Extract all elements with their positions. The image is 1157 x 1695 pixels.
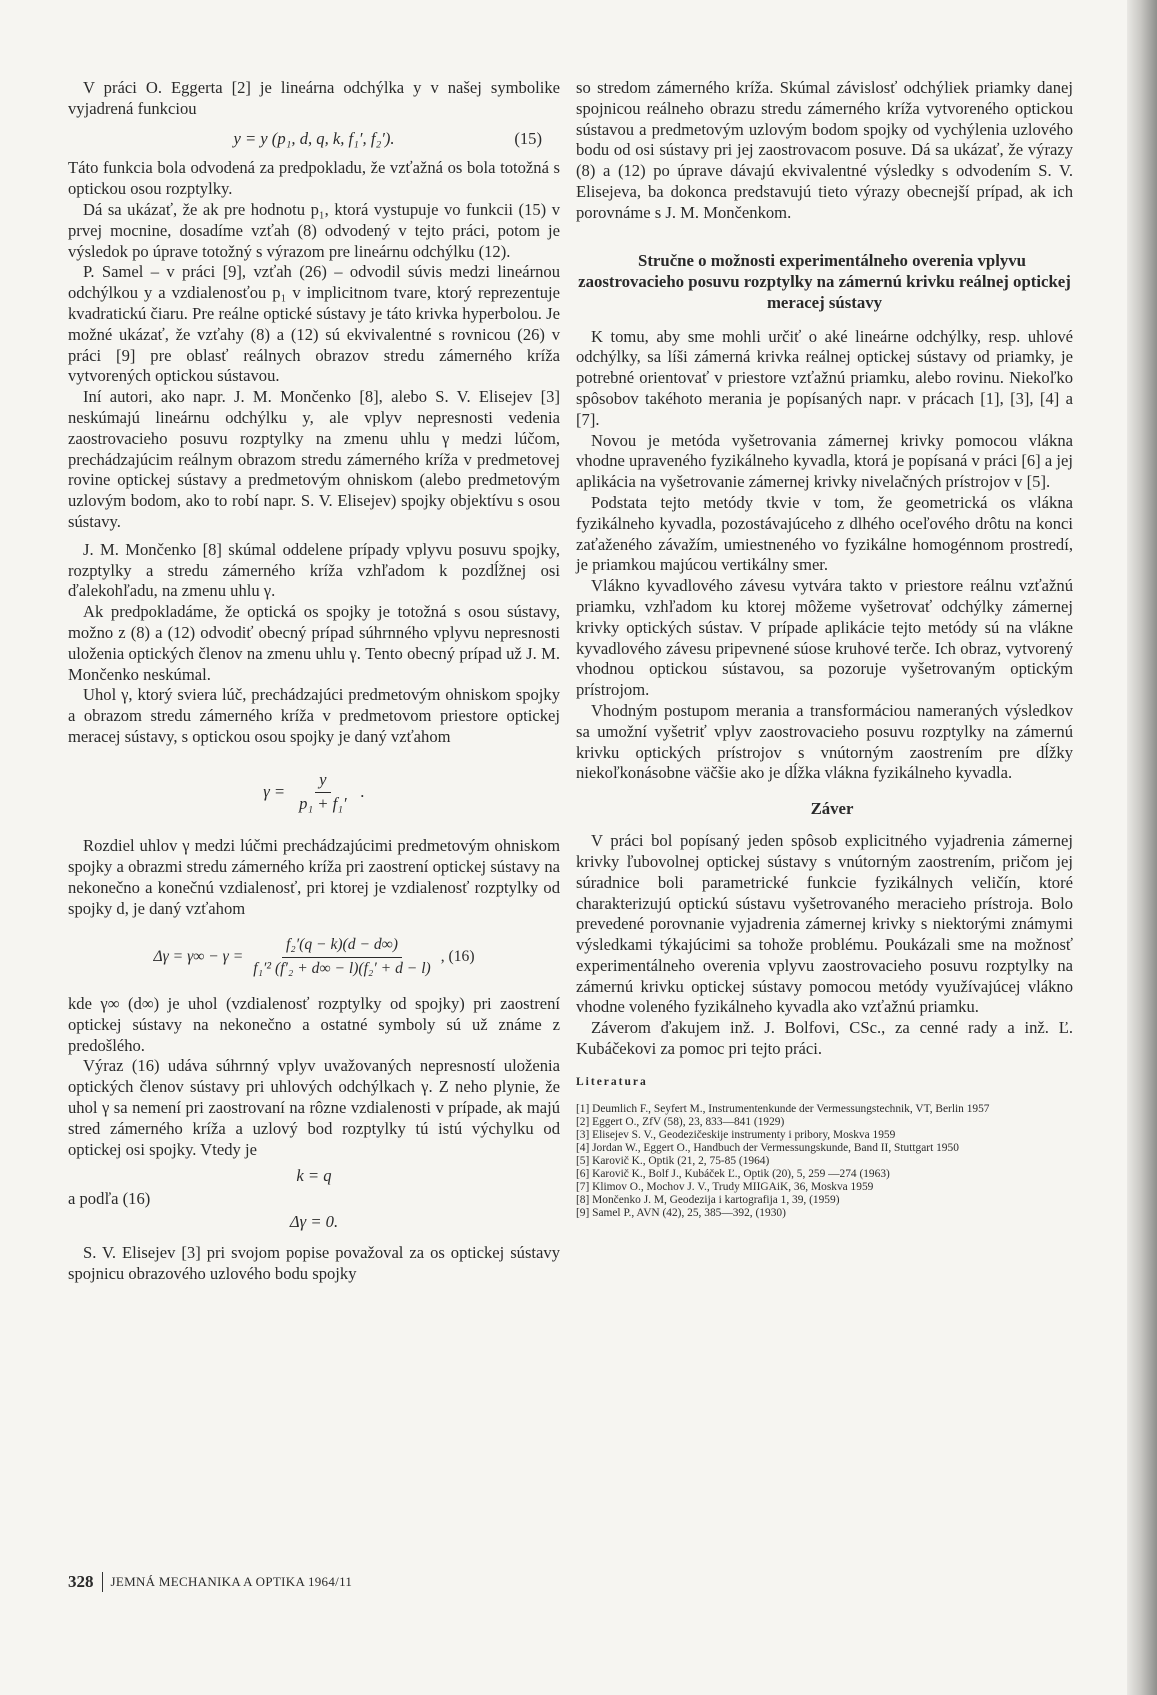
numerator: y <box>315 770 330 793</box>
reference-item: [7] Klimov O., Mochov J. V., Trudy MIIGAiK, 36, Moskva 1959 <box>576 1180 874 1193</box>
paragraph: so stredom zámerného kríža. Skúmal závislosť odchýliek priamky danej spojnicou reálneho obrazu stredu zámerného kríža vytvoreného optickou sústavou a predmetovým uzlovým bodom spojky od vychýlenia uzlového bodu od osi sústavy pri jej zaostrovacom posuve. Dá sa ukázať, že výrazy (8) a (12) po úprave dávajú ekvivalentné výsledky s odvodením S. V. Elisejeva, ba dokonca predstavujú tieto výrazy obecnejší prípad, ak ich porovnáme s J. M. Mončenkom. <box>576 78 1073 222</box>
paragraph: J. M. Mončenko [8] skúmal oddelene prípady vplyvu posuvu spojky, rozptylky a stredu zámerného kríža vzhľadom k pozdĺžnej osi ďalekohľadu, na zmenu uhlu γ. <box>68 539 560 601</box>
equation-number: , (16) <box>440 948 475 966</box>
reference-item: [3] Elisejev S. V., Geodezičeskije instrumenty i pribory, Moskva 1959 <box>576 1128 896 1141</box>
reference-list <box>576 1103 1073 1220</box>
page-number: 328 <box>68 1572 94 1591</box>
paragraph: V práci O. Eggerta [2] je lineárna odchýlka y v našej symbolike vyjadrená funkciou <box>68 78 560 118</box>
literature-heading: Literatura <box>576 1075 648 1088</box>
paragraph: S. V. Elisejev [3] pri svojom popise považoval za os optickej sústavy spojnicu obrazového uzlového bodu spojky <box>68 1242 560 1283</box>
formula-lhs: γ = <box>263 781 286 801</box>
paragraph: Novou je metóda vyšetrovania zámernej krivky pomocou vlákna vhodne upraveného fyzikálneho kyvadla, ktorá je popísaná v práci [6] a jej aplikácia na vyšetrovanie zámernej krivky nivelačných prístrojov v [5]. <box>576 430 1073 492</box>
formula-k-q <box>68 1166 560 1187</box>
section-title: Záver <box>810 799 854 819</box>
footer-divider <box>102 1572 103 1592</box>
section-title: Stručne o možnosti experimentálneho overenia vplyvu zaostrovacieho posuvu rozptylky na zámernú krivku reálnej optickej meracej sústavy <box>578 250 1071 312</box>
reference-item: [1] Deumlich F., Seyfert M., Instrumentenkunde der Vermessungstechnik, VT, Berlin 1957 <box>576 1102 990 1115</box>
right-column <box>576 78 1073 1220</box>
fraction <box>249 935 435 980</box>
paragraph: Podstata tejto metódy tkvie v tom, že geometrická os vlákna fyzikálneho kyvadla, pozostávajúceho z dlhého oceľového drôtu na konci zaťaženého závažím, umiestneného vo fyzikálne homogénnom prostredí, je priamkou majúcou vertikálny smer. <box>576 492 1073 575</box>
denominator: f₁′² (f′₂ + d∞ − l)(f₂′ + d − l) <box>253 960 431 978</box>
paragraph: V práci bol popísaný jeden spôsob explicitného vyjadrenia zámernej krivky ľubovolnej optickej sústavy s vnútorným zaostrením, pričom jej súradnice boli parametrické funkcie fyzikálnych veličín, ktoré charakterizujú optickú sústavu vyšetrovaného meracieho prístroja. Bolo prevedené porovnanie vyjadrenia zámernej krivky s niektorými známymi výsledkami týkajúcimi sa tohože problému. Poukázali sme na možnosť experimentálneho overenia vplyvu zaostrovacieho posuvu rozptylky na zámernú krivku optickej sústavy pomocou metódy využívajúcej vlákno vhodne voleného fyzikálneho kyvadla ako vzťažnú priamku. <box>576 831 1073 1017</box>
paragraph: kde γ∞ (d∞) je uhol (vzdialenosť rozptylky od spojky) pri zaostrení optickej sústavy na nekonečno a ostatné symboly sú už známe z predošlého. <box>68 994 560 1055</box>
formula-text: k = q <box>296 1166 332 1186</box>
formula-lhs: Δγ = γ∞ − γ = <box>153 948 244 966</box>
reference-item: [5] Karovič K., Optik (21, 2, 75-85 (1964) <box>576 1154 770 1167</box>
left-column <box>68 78 560 1284</box>
numerator: f₂′(q − k)(d − d∞) <box>282 935 402 958</box>
denominator: p₁ + f₁′ <box>299 793 347 813</box>
journal-name: JEMNÁ MECHANIKA A OPTIKA 1964/11 <box>110 1574 353 1589</box>
equation-number: (15) <box>514 128 542 148</box>
paragraph: K tomu, aby sme mohli určiť o aké lineárne odchýlky, resp. uhlové odchýlky, sa líši zámerná krivka reálnej optickej sústavy od priamky, je potrebné orientovať v priestore vzťažnú priamku, alebo rovinu. Niekoľko spôsobov takéhoto merania je popísaných napr. v prácach [1], [3], [4] a [7]. <box>576 326 1073 429</box>
formula-text: Δγ = 0. <box>289 1212 339 1232</box>
fraction <box>295 770 351 815</box>
paragraph: Rozdiel uhlov γ medzi lúčmi prechádzajúcimi predmetovým ohniskom spojky a obrazmi stredu zámerného kríža pri zaostrení optickej sústavy na nekonečno a konečnú vzdialenosť, pri ktorej je vzdialenosť rozptylky od spojky d, je daný vzťahom <box>68 836 560 918</box>
formula-delta-gamma <box>68 1212 560 1233</box>
paragraph: Táto funkcia bola odvodená za predpokladu, že vzťažná os bola totožná s optickou osou rozptylky. <box>68 158 560 199</box>
paragraph: Výraz (16) udáva súhrnný vplyv uvažovaných nepresností uloženia optických členov sústavy pri uhlových odchýlkach γ. Z neho plynie, že uhol γ sa nemení pri zaostrovaní na rôzne vzdialenosti v prípade, ak majú stred zámerného kríža a uzlový bod rozptylky tú istú výchylku od optickej osi spojky. Vtedy je <box>68 1056 560 1159</box>
page-edge-shadow <box>1127 0 1157 1695</box>
reference-item: [8] Mončenko J. M, Geodezija i kartografija 1, 39, (1959) <box>576 1193 840 1206</box>
paragraph: a podľa (16) <box>68 1189 151 1209</box>
formula-text: y = y (p₁, d, q, k, f₁′, f₂′). <box>233 128 395 148</box>
page-footer <box>68 1572 352 1592</box>
paragraph: Záverom ďakujem inž. J. Bolfovi, CSc., za cenné rady a inž. Ľ. Kubáčekovi za pomoc pri tejto práci. <box>576 1018 1073 1059</box>
paragraph: Vlákno kyvadlového závesu vytvára takto v priestore reálnu vzťažnú priamku, vzhľadom ku ktorej môžeme vyšetrovať odchýlky zámernej krivky optických sústav. V prípade aplikácie tejto metódy sú na vlákne kyvadlového závesu pripevnené súose kruhové terče. Ich obraz, vytvorený vhodnou optickou sústavou, sa pozoruje vyšetrovaným optickým prístrojom. <box>576 576 1073 700</box>
formula-gamma <box>68 770 560 815</box>
reference-item: [4] Jordan W., Eggert O., Handbuch der Vermessungskunde, Band II, Stuttgart 1950 <box>576 1141 959 1154</box>
paragraph: Dá sa ukázať, že ak pre hodnotu p₁, ktorá vystupuje vo funkcii (15) v prvej mocnine, dosadíme vzťah (8) odvodený v tejto práci, potom je výsledok po úprave totožný s výrazom pre lineárnu odchýlku (12). <box>68 199 560 261</box>
formula-16 <box>68 935 560 980</box>
reference-item: [6] Karovič K., Bolf J., Kubáček Ľ., Optik (20), 5, 259 —274 (1963) <box>576 1167 890 1180</box>
reference-item: [9] Samel P., AVN (42), 25, 385—392, (1930) <box>576 1206 786 1219</box>
reference-item: [2] Eggert O., ZfV (58), 23, 833—841 (1929) <box>576 1115 785 1128</box>
paragraph: P. Samel – v práci [9], vzťah (26) – odvodil súvis medzi lineárnou odchýlkou y a vzdialenosťou p₁ v implicitnom tvare, ktorý reprezentuje kvadratickú čiaru. Pre reálne optické sústavy je táto krivka hyperbolou. Je možné ukázať, že vzťahy (8) a (12) sú ekvivalentné s rovnicou (26) v práci [9] pre oblasť reálnych obrazov stredu zámerného kríža vytvorených optickou sústavou. <box>68 262 560 386</box>
paragraph: Uhol γ, ktorý sviera lúč, prechádzajúci predmetovým ohniskom spojky a obrazom stredu zámerného kríža v predmetovom priestore optickej meracej sústavy, s optickou osou spojky je daný vzťahom <box>68 685 560 746</box>
paragraph: Iní autori, ako napr. J. M. Mončenko [8], alebo S. V. Elisejev [3] neskúmajú lineárnu odchýlku y, ale vplyv nepresnosti vedenia zaostrovacieho posuvu rozptylky na zmenu uhlu γ medzi lúčom, prechádzajúcim reálnym obrazom stredu zámerného kríža v predmetovej rovine optickej sústavy a predmetovým ohniskom (alebo predmetovým uzlovým bodom, ako to robí napr. S. V. Elisejev) spojky objektívu s osou sústavy. <box>68 387 560 531</box>
paragraph: Vhodným postupom merania a transformáciou nameraných výsledkov sa umožní vyšetriť vplyv zaostrovacieho posuvu rozptylky na zámernú krivku optických prístrojov s vnútorným zaostrením pre dĺžky niekoľkonásobne väčšie ako je dĺžka vlákna fyzikálneho kyvadla. <box>576 700 1073 783</box>
paragraph: Ak predpokladáme, že optická os spojky je totožná s osou sústavy, možno z (8) a (12) odvodiť obecný prípad súhrnného vplyvu nepresnosti uloženia optických členov na zmenu uhlu γ. Tento obecný prípad už J. M. Mončenko neskúmal. <box>68 602 560 684</box>
formula-15 <box>68 129 560 150</box>
formula-end: . <box>360 781 365 801</box>
